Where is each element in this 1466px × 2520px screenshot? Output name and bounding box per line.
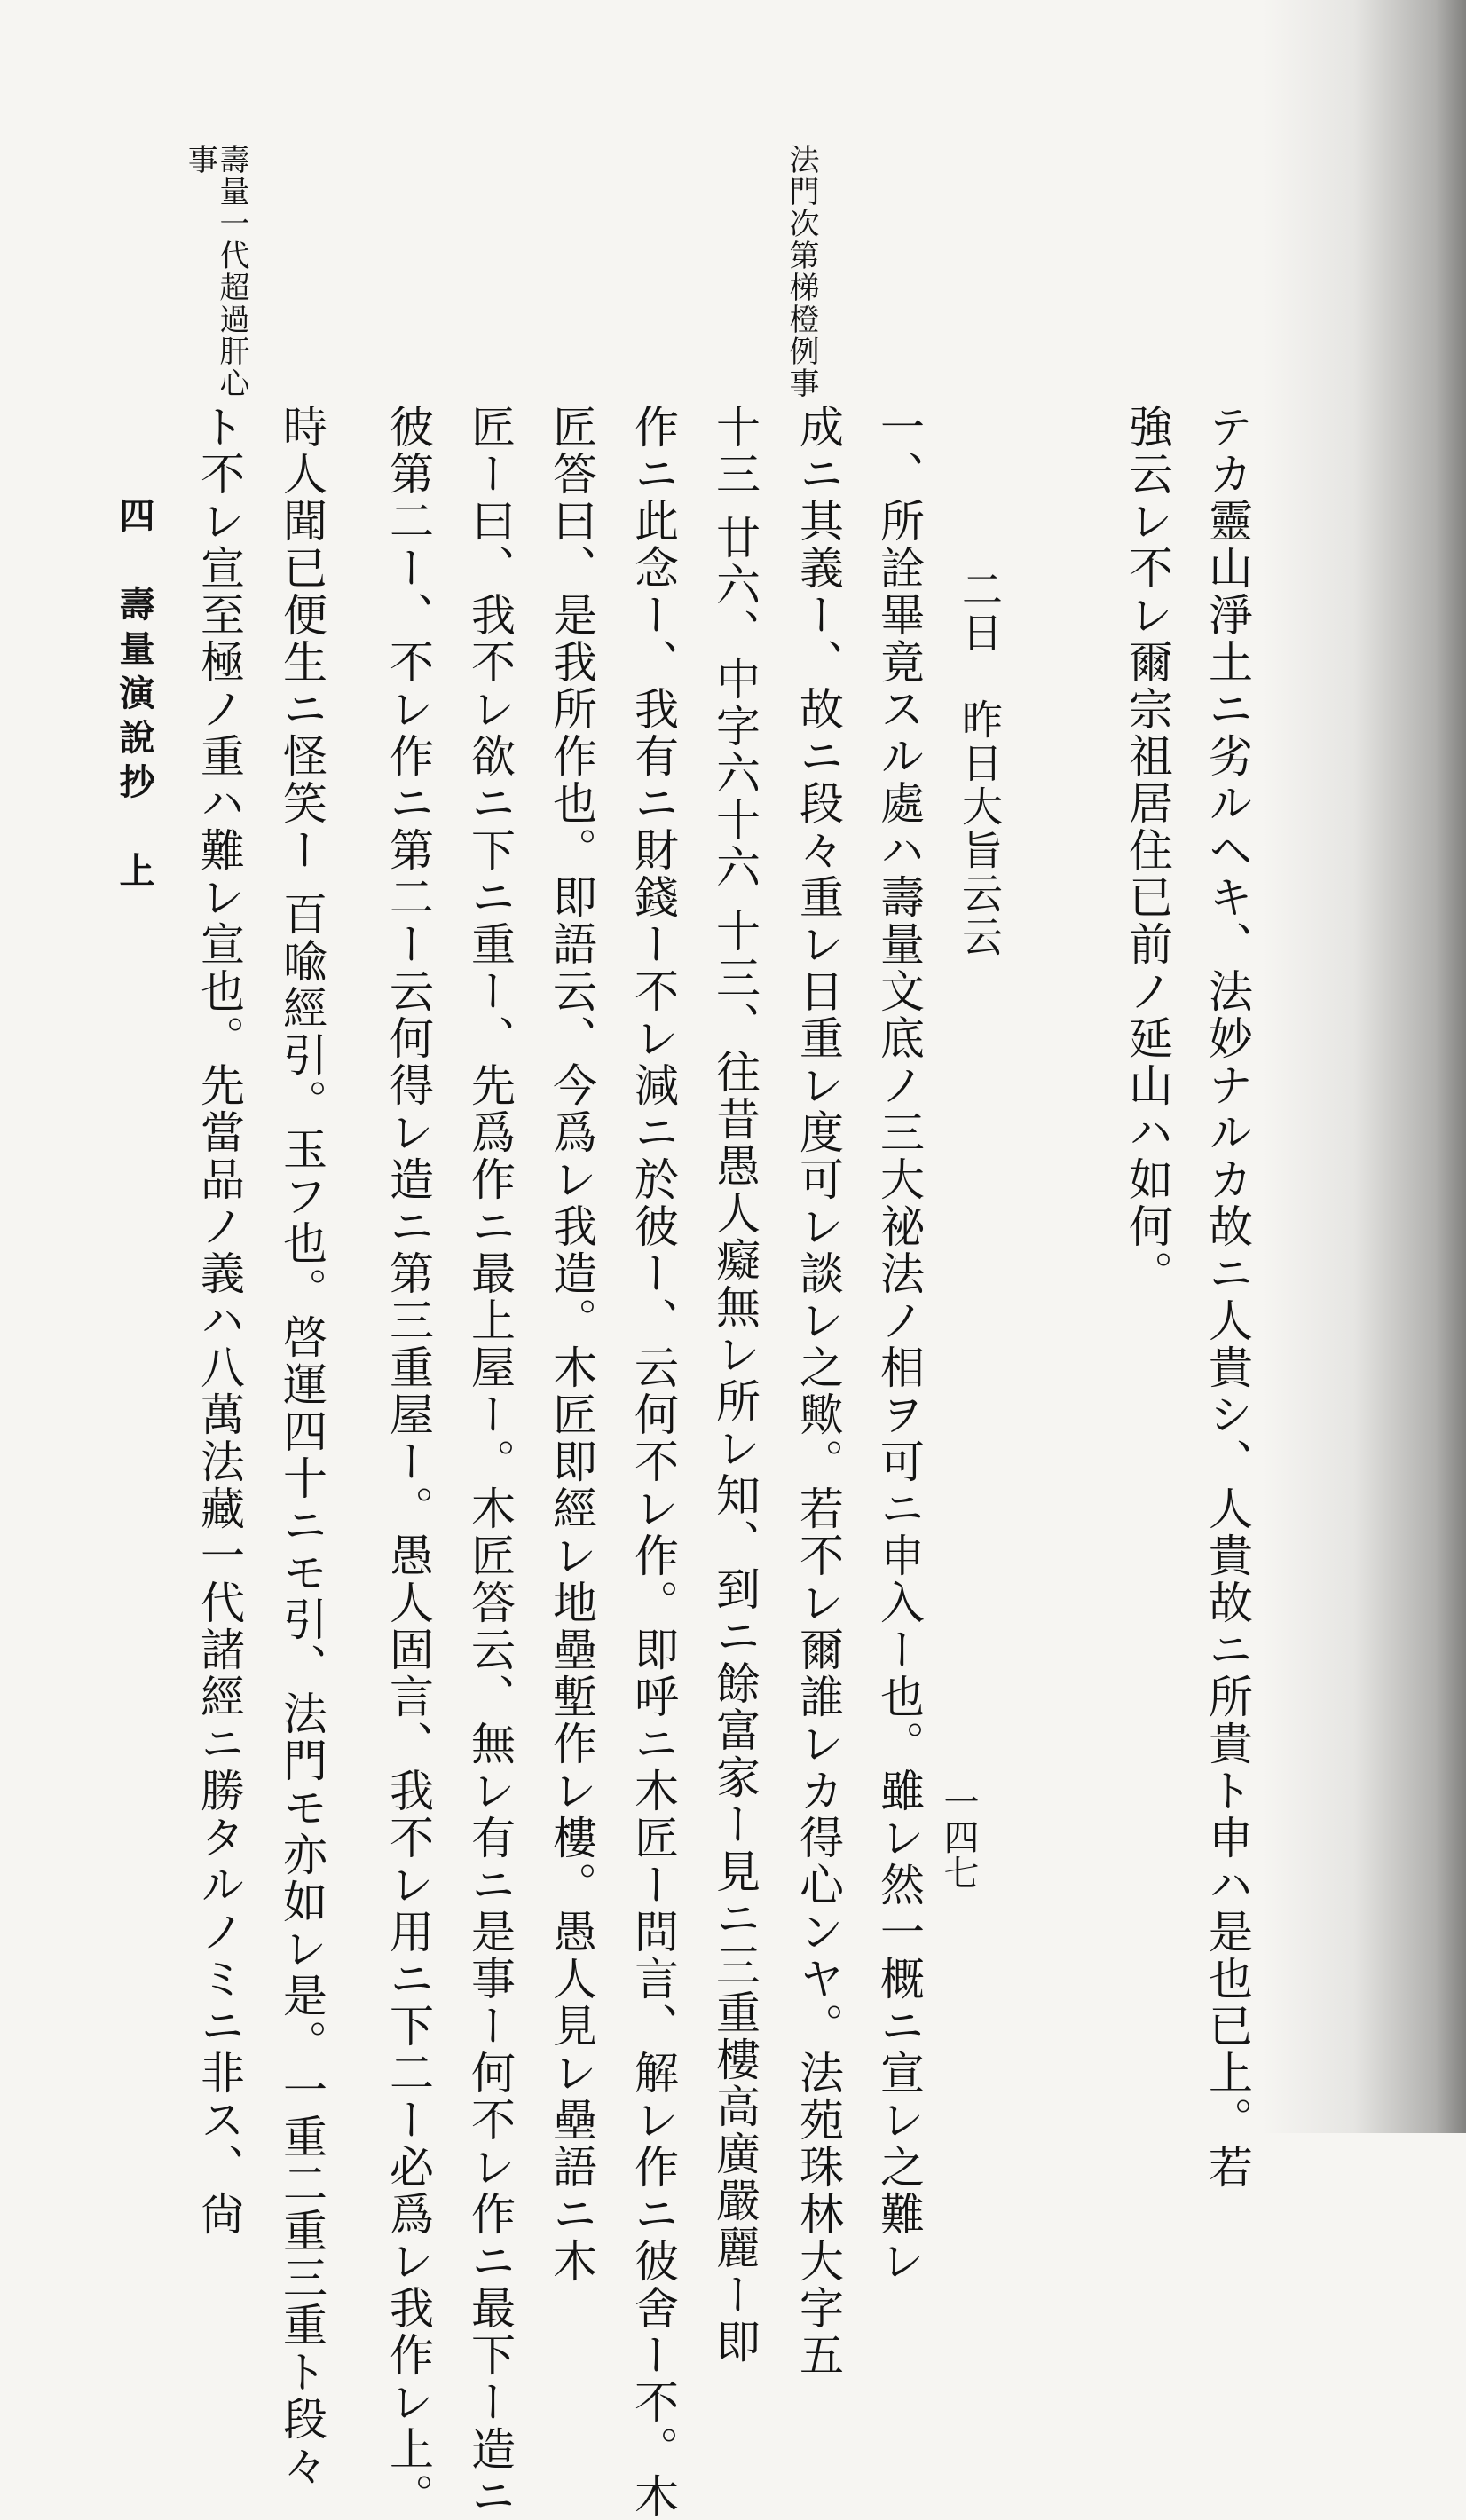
text-line-5: 成ニ其義ー、故ニ段々重レ日重レ度可レ談レ之歟。若不レ爾誰レカ得心ンヤ。法苑珠林大字五: [792, 404, 844, 2379]
text-line-8: 匠答曰、是我所作也。即語云、今爲レ我造。木匠即經レ地壘塹作レ樓。愚人見レ壘語ニ木: [546, 404, 597, 2285]
text-line-10: 彼第二ー、不レ作ニ第二ー云何得レ造ニ第三重屋ー。愚人固言、我不レ用ニ下二ー必爲レ我作レ上。: [382, 404, 434, 2520]
text-line-2: 強云レ不レ爾宗祖居住已前ノ延山ハ如何。: [1122, 404, 1173, 1297]
text-line-1: テカ靈山淨土ニ劣ルヘキ、法妙ナルカ故ニ人貴シ、人貴故ニ所貴ト申ハ是也已上。若: [1202, 404, 1253, 2191]
text-line-9: 匠ー曰、我不レ欲ニ下ニ重ー、先爲作ニ最上屋ー。木匠答云、無レ有ニ是事ー何不レ作ニ最下ー造ニ: [464, 404, 516, 2520]
text-line-12: ト不レ宣至極ノ重ハ難レ宣也。先當品ノ義ハ八萬法藏一代諸經ニ勝タルノミニ非ス、尙: [193, 404, 245, 2238]
text-line-7: 作ニ此念ー、我有ニ財錢ー不レ減ニ於彼ー、云何不レ作。即呼ニ木匠ー問言、解レ作ニ彼舍ー不。木: [627, 404, 679, 2520]
text-line-11: 時人聞已便生ニ怪笑ー 百喩經引。玉フ也。啓運四十ニモ引、法門モ亦如レ是。一重二重三重ト段々: [276, 404, 327, 2490]
running-footer: 四 壽量演說抄 上: [114, 497, 155, 896]
book-spine-shadow: [1262, 0, 1466, 2133]
margin-note-2: 壽量一代超過肝心事: [182, 144, 249, 399]
margin-note-1: 法門次第梯橙例事: [784, 144, 819, 399]
page-number: 一四七: [938, 1784, 979, 1890]
text-line-6: 十三 廿六、中字六十六 十三、往昔愚人癡無レ所レ知、到ニ餘富家ー見ニ三重樓高廣嚴麗ー即: [709, 404, 761, 2366]
text-line-4: 一、所詮畢竟スル處ハ壽量文底ノ三大祕法ノ相ヲ可ニ申入ー也。雖レ然一概ニ宣レ之難レ: [873, 404, 925, 2285]
section-heading: 二日 昨日大旨云云: [956, 568, 1004, 959]
